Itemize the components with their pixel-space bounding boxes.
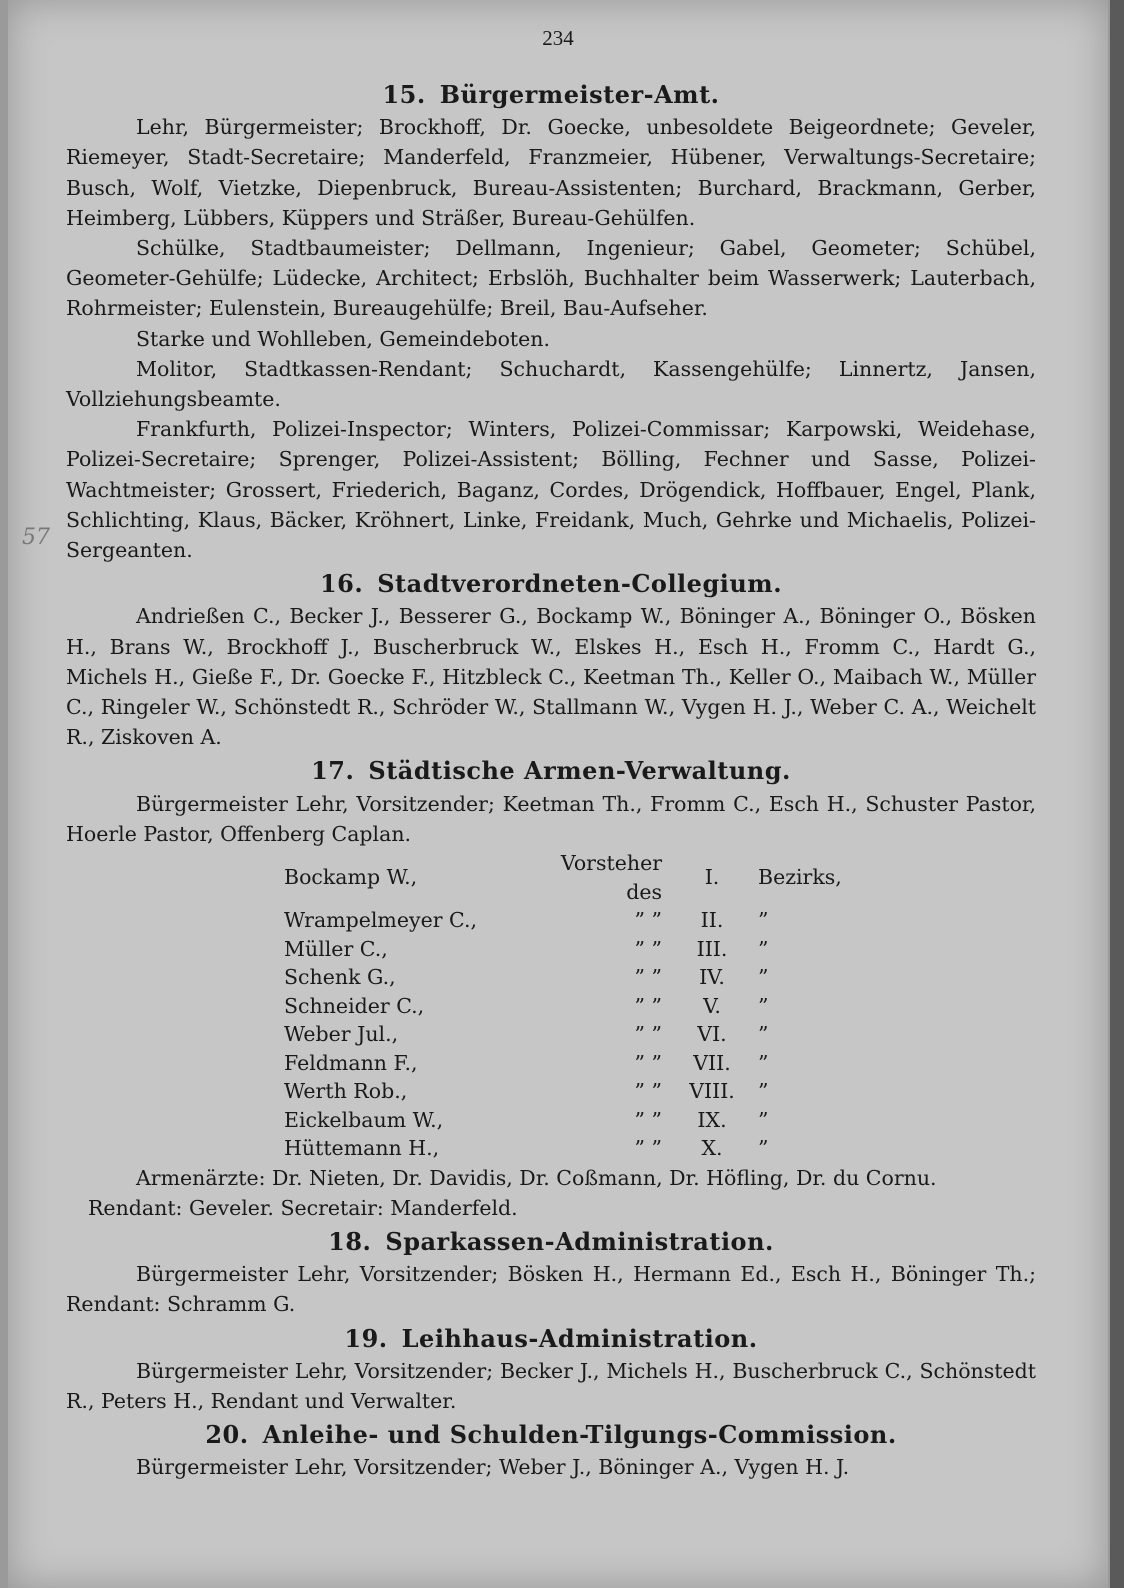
district-head-name: Wrampelmeyer C., (284, 908, 478, 933)
district-number: II. (700, 908, 724, 933)
paragraph: Andrießen C., Becker J., Besserer G., Bockamp W., Böninger A., Böninger O., Bösken H., Brans W., Brockhoff J., Buscherbruck W., Elskes H., Esch H., Fromm C., Hardt G., Michels H., Gieße F., Dr. Goecke F., Hitzbleck C., Keetman Th., Keller O., Maibach W., Müller C., Ringeler W., Schönstedt R., Schröder W., Stallmann W., Vygen H. J., Weber C. A., Weichelt R., Ziskoven A. (66, 604, 1036, 750)
table-row (284, 1020, 868, 1049)
section-heading-16: 16. Stadtverordneten-Collegium. (319, 569, 783, 599)
district-head-role: ” ” (634, 1050, 662, 1075)
district-number: VIII. (689, 1079, 735, 1104)
table-row (284, 1134, 868, 1163)
paragraph: Armenärzte: Dr. Nieten, Dr. Davidis, Dr. Coßmann, Dr. Höfling, Dr. du Cornu. (136, 1165, 937, 1190)
district-number: VII. (693, 1050, 731, 1075)
district-head-name: Feldmann F., (284, 1050, 418, 1075)
table-row (284, 963, 868, 992)
district-suffix: ” (758, 1079, 769, 1104)
district-suffix: ” (758, 1022, 769, 1047)
district-suffix: ” (758, 1050, 769, 1075)
district-number: X. (701, 1136, 723, 1161)
section-heading-17: 17. Städtische Armen-Verwaltung. (311, 756, 791, 786)
district-head-role: ” ” (634, 1079, 662, 1104)
district-head-role: ” ” (634, 908, 662, 933)
district-number: IX. (697, 1107, 727, 1132)
section-heading-18: 18. Sparkassen-Administration. (328, 1226, 774, 1256)
paragraph: Rendant: Geveler. Secretair: Manderfeld. (88, 1195, 518, 1220)
district-head-name: Müller C., (284, 936, 388, 961)
district-head-role: ” ” (634, 965, 662, 990)
district-suffix: Bezirks, (758, 865, 842, 890)
district-suffix: ” (758, 993, 769, 1018)
district-head-role: Vorsteher des (560, 851, 662, 904)
district-head-name: Eickelbaum W., (284, 1107, 444, 1132)
district-number: III. (696, 936, 728, 961)
paragraph: Schülke, Stadtbaumeister; Dellmann, Ingenieur; Gabel, Geometer; Schübel, Geometer-Gehülfe; Lüdecke, Architect; Erbslöh, Buchhalter beim Wasserwerk; Lauterbach, Rohrmeister; Eulenstein, Bureaugehülfe; Breil, Bau-Aufseher. (66, 236, 1036, 321)
paragraph: Molitor, Stadtkassen-Rendant; Schuchardt, Kassengehülfe; Linnertz, Jansen, Vollziehungsbeamte. (66, 356, 1036, 412)
section-heading-19: 19. Leihhaus-Administration. (344, 1323, 758, 1353)
district-suffix: ” (758, 1136, 769, 1161)
table-row (284, 906, 868, 935)
paragraph: Starke und Wohlleben, Gemeindeboten. (136, 326, 551, 351)
district-head-name: Bockamp W., (284, 865, 418, 890)
district-number: V. (703, 993, 721, 1018)
district-suffix: ” (758, 936, 769, 961)
district-number: IV. (699, 965, 725, 990)
page-number: 234 (542, 26, 574, 50)
district-head-name: Weber Jul., (284, 1022, 399, 1047)
district-heads-table (284, 849, 868, 1163)
table-row (284, 992, 868, 1021)
section-heading-20: 20. Anleihe- und Schulden-Tilgungs-Commission. (205, 1420, 897, 1450)
table-row (284, 1077, 868, 1106)
section-heading-15: 15. Bürgermeister-Amt. (382, 80, 720, 109)
district-head-name: Schneider C., (284, 993, 425, 1018)
district-suffix: ” (758, 965, 769, 990)
paragraph: Frankfurth, Polizei-Inspector; Winters, Polizei-Commissar; Karpowski, Weidehase, Polizei-Secretaire; Sprenger, Polizei-Assistent; Bölling, Fechner und Sasse, Polizei-Wachtmeister; Grossert, Friederich, Baganz, Cordes, Drögendick, Hoffbauer, Engel, Plank, Schlichting, Klaus, Bäcker, Kröhnert, Linke, Freidank, Much, Gehrke und Michaelis, Polizei-Sergeanten. (66, 417, 1036, 563)
district-head-role: ” ” (634, 993, 662, 1018)
district-head-name: Werth Rob., (284, 1079, 408, 1104)
district-number: I. (704, 865, 720, 890)
district-suffix: ” (758, 1107, 769, 1132)
table-row (284, 1049, 868, 1078)
paragraph: Bürgermeister Lehr, Vorsitzender; Bösken H., Hermann Ed., Esch H., Böninger Th.; Rendant: Schramm G. (66, 1262, 1036, 1317)
paragraph: Lehr, Bürgermeister; Brockhoff, Dr. Goecke, unbesoldete Beigeordnete; Geveler, Riemeyer, Stadt-Secretaire; Manderfeld, Franzmeier, Hübener, Verwaltungs-Secretaire; Busch, Wolf, Vietzke, Diepenbruck, Bureau-Assistenten; Burchard, Brackmann, Gerber, Heimberg, Lübbers, Küppers und Sträßer, Bureau-Gehülfen. (66, 115, 1036, 230)
document-page (8, 0, 1108, 1588)
district-head-name: Hüttemann H., (284, 1136, 440, 1161)
district-suffix: ” (758, 908, 769, 933)
district-number: VI. (697, 1022, 727, 1047)
paragraph: Bürgermeister Lehr, Vorsitzender; Weber J., Böninger A., Vygen H. J. (136, 1455, 850, 1480)
table-row (284, 849, 868, 906)
margin-annotation: 57 (22, 525, 50, 550)
district-head-name: Schenk G., (284, 965, 396, 990)
district-head-role: ” ” (634, 1022, 662, 1047)
page-content (66, 76, 1036, 1483)
table-row (284, 1106, 868, 1135)
district-head-role: ” ” (634, 1136, 662, 1161)
page-edge-shadow (1110, 0, 1124, 1588)
table-row (284, 935, 868, 964)
district-head-role: ” ” (634, 1107, 662, 1132)
district-head-role: ” ” (634, 936, 662, 961)
paragraph: Bürgermeister Lehr, Vorsitzender; Keetman Th., Fromm C., Esch H., Schuster Pastor, Hoerle Pastor, Offenberg Caplan. (66, 791, 1036, 846)
paragraph: Bürgermeister Lehr, Vorsitzender; Becker J., Michels H., Buscherbruck C., Schönstedt R., Peters H., Rendant und Verwalter. (66, 1358, 1036, 1413)
